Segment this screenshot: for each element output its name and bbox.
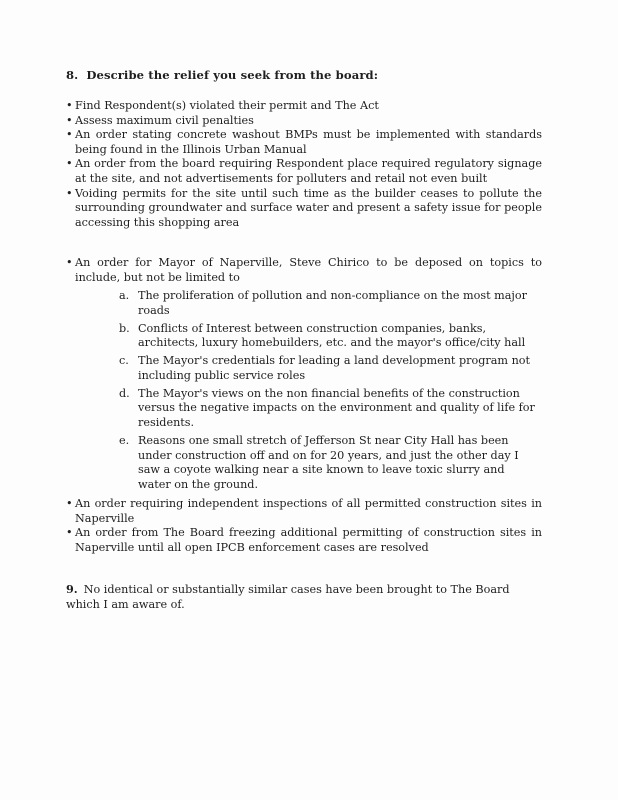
bullet-icon: • xyxy=(66,256,73,269)
list-item xyxy=(66,114,542,129)
sub-item-letter: a. xyxy=(119,289,130,302)
list-item-text: Voiding permits for the site until such time as the builder ceases to pollute the surrounding groundwater and surface water and present a safety issue for people accessing this shopping area xyxy=(75,186,542,229)
sub-list-item xyxy=(119,387,539,431)
sub-item-text: The proliferation of pollution and non-compliance on the most major roads xyxy=(138,289,527,317)
list-item xyxy=(66,128,542,157)
bullet-icon: • xyxy=(66,497,73,510)
section-9-text: No identical or substantially similar cases have been brought to The Board which I am aware of. xyxy=(66,583,510,611)
sub-item-text: Reasons one small stretch of Jefferson St near City Hall has been under construction off and on for 20 years, and just the other day I saw a coyote walking near a site known to leave toxic slurry and water on the ground. xyxy=(138,433,519,491)
list-item-text: An order from The Board freezing additional permitting of construction sites in Naperville until all open IPCB enforcement cases are resolved xyxy=(75,526,542,554)
list-item-text: An order requiring independent inspections of all permitted construction sites in Naperville xyxy=(75,497,542,525)
sub-item-letter: e. xyxy=(119,433,130,447)
list-item xyxy=(66,497,542,526)
sub-list-item xyxy=(119,289,539,318)
list-item-text: An order for Mayor of Naperville, Steve Chirico to be deposed on topics to include, but not be limited to xyxy=(75,256,542,284)
bullet-icon: • xyxy=(66,128,73,142)
list-item-text: Assess maximum civil penalties xyxy=(75,113,254,127)
deposition-topics-list xyxy=(119,289,539,496)
sub-list-item xyxy=(119,434,539,492)
list-item xyxy=(66,187,542,231)
additional-relief-list xyxy=(66,497,542,555)
sub-item-text: The Mayor's views on the non financial benefits of the construction versus the negative impacts on the environment and quality of life for residents. xyxy=(138,386,535,429)
list-item xyxy=(66,99,542,114)
relief-bullet-list xyxy=(66,99,542,230)
section-8-heading xyxy=(66,68,378,83)
sub-list-item xyxy=(119,354,539,383)
sub-item-text: Conflicts of Interest between construction companies, banks, architects, luxury homebuilders, etc. and the mayor's office/city hall xyxy=(138,321,526,350)
bullet-icon: • xyxy=(66,526,73,540)
sub-item-letter: c. xyxy=(119,354,129,368)
list-item xyxy=(66,526,542,555)
bullet-icon: • xyxy=(66,186,73,200)
section-9-paragraph xyxy=(66,582,526,612)
list-item xyxy=(66,256,542,285)
section-8-number: 8. xyxy=(66,68,79,82)
bullet-icon: • xyxy=(66,113,73,127)
list-item-text: An order stating concrete washout BMPs must be implemented with standards being found in the Illinois Urban Manual xyxy=(75,128,542,156)
mayor-deposition-list xyxy=(66,256,542,285)
list-item xyxy=(66,157,542,186)
section-9-number: 9. xyxy=(66,582,78,596)
sub-item-letter: d. xyxy=(119,386,130,400)
bullet-icon: • xyxy=(66,99,73,112)
list-item-text: Find Respondent(s) violated their permit and The Act xyxy=(75,99,379,112)
list-item-text: An order from the board requiring Respondent place required regulatory signage at the site, and not advertisements for polluters and retail not even built xyxy=(75,157,542,185)
section-8-title: Describe the relief you seek from the board: xyxy=(86,68,379,82)
sub-list-item xyxy=(119,322,539,351)
bullet-icon: • xyxy=(66,157,73,171)
sub-item-text: The Mayor's credentials for leading a land development program not including public service roles xyxy=(138,354,531,382)
sub-item-letter: b. xyxy=(119,321,130,335)
